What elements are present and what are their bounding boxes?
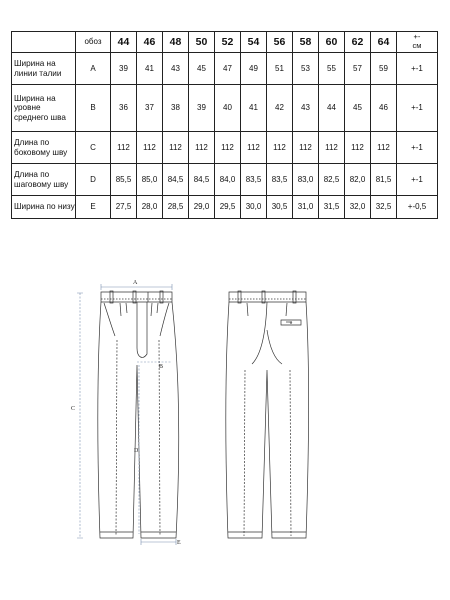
measurement-value: 36 <box>111 85 137 132</box>
measurement-value: 45 <box>345 85 371 132</box>
measurement-value: 28,0 <box>137 196 163 219</box>
measurement-value: 31,5 <box>319 196 345 219</box>
measurement-value: 112 <box>345 132 371 164</box>
measurement-value: 28,5 <box>163 196 189 219</box>
measurement-code: B <box>76 85 111 132</box>
measurement-value: 112 <box>371 132 397 164</box>
size-header: 54 <box>241 32 267 53</box>
measurement-value: 45 <box>189 53 215 85</box>
measurement-value: 85,5 <box>111 164 137 196</box>
measurement-row <box>12 85 438 132</box>
measurement-value: 82,0 <box>345 164 371 196</box>
corner-cell <box>12 32 76 53</box>
measurement-code: A <box>76 53 111 85</box>
measurement-row <box>12 132 438 164</box>
size-header: 62 <box>345 32 371 53</box>
measurement-value: 84,5 <box>163 164 189 196</box>
measurement-value: 85,0 <box>137 164 163 196</box>
code-header: обоз <box>76 32 111 53</box>
measurement-value: 112 <box>267 132 293 164</box>
dimension-label-b: B <box>159 364 164 370</box>
measurement-value: 43 <box>293 85 319 132</box>
header-row <box>12 32 438 53</box>
measurement-value: 41 <box>241 85 267 132</box>
measurement-code: E <box>76 196 111 219</box>
size-header: 44 <box>111 32 137 53</box>
measurement-value: 46 <box>371 85 397 132</box>
size-header: 64 <box>371 32 397 53</box>
measurement-value: 51 <box>267 53 293 85</box>
dimension-label-a: A <box>133 280 138 286</box>
measurement-value: 82,5 <box>319 164 345 196</box>
dimension-label-e: E <box>177 540 181 546</box>
measurement-label: Ширина на уровне среднего шва <box>12 85 76 132</box>
size-header: 60 <box>319 32 345 53</box>
dimension-label-c: C <box>71 406 76 412</box>
measurement-value: 59 <box>371 53 397 85</box>
measurement-value: 47 <box>215 53 241 85</box>
size-chart-table <box>11 31 438 219</box>
measurement-value: 53 <box>293 53 319 85</box>
measurement-value: 32,0 <box>345 196 371 219</box>
measurement-tolerance: +-1 <box>397 132 438 164</box>
measurement-value: 55 <box>319 53 345 85</box>
measurement-tolerance: +-1 <box>397 53 438 85</box>
size-header: 50 <box>189 32 215 53</box>
dimension-label-d: D <box>134 448 139 454</box>
trousers-back-view <box>226 291 309 538</box>
size-header: 48 <box>163 32 189 53</box>
measurement-value: 38 <box>163 85 189 132</box>
size-header: 56 <box>267 32 293 53</box>
tolerance-header-text: +- см <box>412 32 422 50</box>
measurement-row <box>12 196 438 219</box>
measurement-value: 81,5 <box>371 164 397 196</box>
measurement-row <box>12 164 438 196</box>
measurement-value: 49 <box>241 53 267 85</box>
measurement-value: 83,0 <box>293 164 319 196</box>
measurement-value: 29,0 <box>189 196 215 219</box>
measurement-value: 83,5 <box>267 164 293 196</box>
measurement-value: 84,0 <box>215 164 241 196</box>
measurement-label: Длина по боковому шву <box>12 132 76 164</box>
measurement-value: 31,0 <box>293 196 319 219</box>
measurement-tolerance: +-0,5 <box>397 196 438 219</box>
trousers-sketch <box>0 270 450 570</box>
measurement-value: 30,5 <box>267 196 293 219</box>
measurement-code: C <box>76 132 111 164</box>
measurement-label: Длина по шаговому шву <box>12 164 76 196</box>
measurement-value: 37 <box>137 85 163 132</box>
measurement-value: 84,5 <box>189 164 215 196</box>
measurement-value: 27,5 <box>111 196 137 219</box>
measurement-value: 112 <box>215 132 241 164</box>
measurement-value: 39 <box>111 53 137 85</box>
measurement-value: 112 <box>319 132 345 164</box>
measurement-value: 112 <box>189 132 215 164</box>
measurement-value: 41 <box>137 53 163 85</box>
tolerance-header <box>397 32 438 53</box>
measurement-value: 83,5 <box>241 164 267 196</box>
measurement-code: D <box>76 164 111 196</box>
measurement-value: 32,5 <box>371 196 397 219</box>
measurement-value: 57 <box>345 53 371 85</box>
trousers-front-view <box>98 291 179 538</box>
measurement-value: 112 <box>163 132 189 164</box>
size-header: 52 <box>215 32 241 53</box>
size-header: 58 <box>293 32 319 53</box>
measurement-value: 112 <box>293 132 319 164</box>
measurement-value: 44 <box>319 85 345 132</box>
measurement-value: 42 <box>267 85 293 132</box>
measurement-row <box>12 53 438 85</box>
measurement-tolerance: +-1 <box>397 85 438 132</box>
measurement-value: 39 <box>189 85 215 132</box>
measurement-value: 112 <box>241 132 267 164</box>
measurement-value: 29,5 <box>215 196 241 219</box>
size-header: 46 <box>137 32 163 53</box>
measurement-value: 30,0 <box>241 196 267 219</box>
measurement-tolerance: +-1 <box>397 164 438 196</box>
measurement-value: 40 <box>215 85 241 132</box>
measurement-value: 112 <box>111 132 137 164</box>
measurement-label: Ширина на линии талии <box>12 53 76 85</box>
measurement-value: 112 <box>137 132 163 164</box>
measurement-label: Ширина по низу <box>12 196 76 219</box>
measurement-value: 43 <box>163 53 189 85</box>
